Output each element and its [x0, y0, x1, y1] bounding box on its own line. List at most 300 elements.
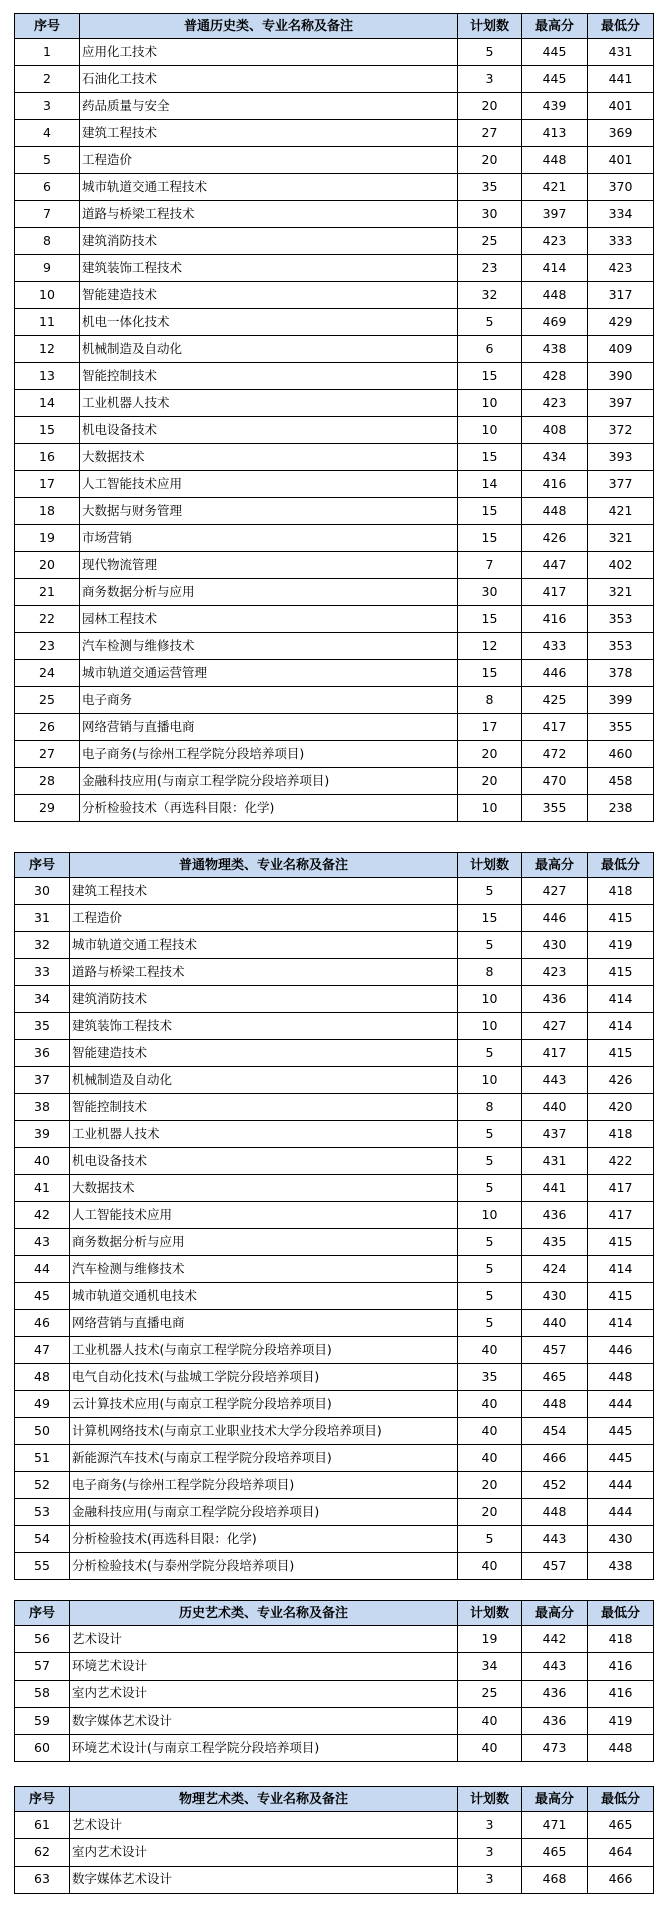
cell-plan: 40	[458, 1418, 522, 1445]
header-max: 最高分	[522, 853, 588, 878]
table-row	[15, 93, 654, 120]
cell-min: 430	[588, 1526, 654, 1553]
cell-major: 金融科技应用(与南京工程学院分段培养项目)	[80, 768, 458, 795]
cell-major: 机械制造及自动化	[70, 1067, 458, 1094]
cell-major: 环境艺术设计(与南京工程学院分段培养项目)	[70, 1735, 458, 1762]
cell-min: 355	[588, 714, 654, 741]
cell-max: 436	[522, 1202, 588, 1229]
cell-major: 商务数据分析与应用	[80, 579, 458, 606]
header-major: 普通物理类、专业名称及备注	[70, 853, 458, 878]
cell-seq: 60	[15, 1735, 70, 1762]
cell-seq: 17	[15, 471, 80, 498]
cell-plan: 3	[458, 66, 522, 93]
cell-major: 应用化工技术	[80, 39, 458, 66]
cell-max: 437	[522, 1121, 588, 1148]
cell-seq: 5	[15, 147, 80, 174]
table-row	[15, 498, 654, 525]
header-min: 最低分	[588, 14, 654, 39]
cell-max: 446	[522, 905, 588, 932]
table-row	[15, 687, 654, 714]
cell-seq: 16	[15, 444, 80, 471]
cell-plan: 40	[458, 1553, 522, 1580]
cell-min: 415	[588, 905, 654, 932]
table-row	[15, 959, 654, 986]
table-row	[15, 1418, 654, 1445]
table-row	[15, 228, 654, 255]
table-row	[15, 1310, 654, 1337]
cell-max: 408	[522, 417, 588, 444]
cell-plan: 3	[458, 1839, 522, 1866]
cell-plan: 10	[458, 1067, 522, 1094]
cell-plan: 20	[458, 93, 522, 120]
cell-min: 415	[588, 1040, 654, 1067]
cell-plan: 40	[458, 1391, 522, 1418]
cell-seq: 22	[15, 606, 80, 633]
cell-major: 城市轨道交通运营管理	[80, 660, 458, 687]
cell-major: 道路与桥梁工程技术	[80, 201, 458, 228]
table-row	[15, 986, 654, 1013]
cell-min: 460	[588, 741, 654, 768]
cell-min: 415	[588, 1283, 654, 1310]
cell-seq: 2	[15, 66, 80, 93]
table-row	[15, 1391, 654, 1418]
cell-min: 402	[588, 552, 654, 579]
cell-plan: 5	[458, 309, 522, 336]
cell-major: 汽车检测与维修技术	[70, 1256, 458, 1283]
cell-plan: 6	[458, 336, 522, 363]
cell-major: 数字媒体艺术设计	[70, 1707, 458, 1734]
cell-major: 机电设备技术	[70, 1148, 458, 1175]
cell-plan: 8	[458, 959, 522, 986]
cell-max: 472	[522, 741, 588, 768]
header-plan: 计划数	[458, 853, 522, 878]
cell-min: 438	[588, 1553, 654, 1580]
cell-seq: 54	[15, 1526, 70, 1553]
cell-min: 421	[588, 498, 654, 525]
header-major: 普通历史类、专业名称及备注	[80, 14, 458, 39]
cell-seq: 49	[15, 1391, 70, 1418]
cell-seq: 61	[15, 1812, 70, 1839]
cell-major: 艺术设计	[70, 1812, 458, 1839]
table-row	[15, 1472, 654, 1499]
cell-seq: 58	[15, 1680, 70, 1707]
cell-seq: 35	[15, 1013, 70, 1040]
cell-plan: 20	[458, 147, 522, 174]
cell-max: 448	[522, 1499, 588, 1526]
table-row	[15, 878, 654, 905]
cell-min: 418	[588, 1121, 654, 1148]
cell-max: 457	[522, 1553, 588, 1580]
cell-major: 药品质量与安全	[80, 93, 458, 120]
cell-plan: 15	[458, 444, 522, 471]
cell-seq: 27	[15, 741, 80, 768]
cell-seq: 38	[15, 1094, 70, 1121]
cell-min: 369	[588, 120, 654, 147]
table-row	[15, 795, 654, 822]
cell-seq: 28	[15, 768, 80, 795]
cell-seq: 34	[15, 986, 70, 1013]
cell-max: 430	[522, 932, 588, 959]
cell-max: 424	[522, 1256, 588, 1283]
cell-major: 大数据技术	[80, 444, 458, 471]
table-row	[15, 932, 654, 959]
table-row	[15, 579, 654, 606]
cell-min: 353	[588, 633, 654, 660]
cell-min: 426	[588, 1067, 654, 1094]
cell-seq: 51	[15, 1445, 70, 1472]
cell-max: 438	[522, 336, 588, 363]
cell-min: 393	[588, 444, 654, 471]
physics-art-table	[14, 1786, 654, 1894]
header-plan: 计划数	[458, 1787, 522, 1812]
cell-major: 石油化工技术	[80, 66, 458, 93]
cell-max: 457	[522, 1337, 588, 1364]
cell-min: 465	[588, 1812, 654, 1839]
cell-seq: 26	[15, 714, 80, 741]
cell-major: 机械制造及自动化	[80, 336, 458, 363]
table-row	[15, 390, 654, 417]
cell-major: 现代物流管理	[80, 552, 458, 579]
cell-major: 分析检验技术(与泰州学院分段培养项目)	[70, 1553, 458, 1580]
cell-max: 428	[522, 363, 588, 390]
cell-major: 云计算技术应用(与南京工程学院分段培养项目)	[70, 1391, 458, 1418]
cell-plan: 5	[458, 39, 522, 66]
cell-min: 445	[588, 1445, 654, 1472]
cell-plan: 3	[458, 1866, 522, 1893]
cell-major: 网络营销与直播电商	[70, 1310, 458, 1337]
cell-plan: 8	[458, 1094, 522, 1121]
cell-seq: 45	[15, 1283, 70, 1310]
table-row	[15, 1839, 654, 1866]
cell-major: 计算机网络技术(与南京工业职业技术大学分段培养项目)	[70, 1418, 458, 1445]
cell-max: 413	[522, 120, 588, 147]
cell-min: 466	[588, 1866, 654, 1893]
cell-min: 444	[588, 1391, 654, 1418]
cell-min: 446	[588, 1337, 654, 1364]
cell-plan: 15	[458, 525, 522, 552]
cell-seq: 42	[15, 1202, 70, 1229]
cell-seq: 25	[15, 687, 80, 714]
table-row	[15, 282, 654, 309]
physics-table	[14, 852, 654, 1580]
cell-min: 414	[588, 1256, 654, 1283]
table-row	[15, 444, 654, 471]
cell-plan: 10	[458, 1202, 522, 1229]
cell-plan: 15	[458, 498, 522, 525]
cell-plan: 17	[458, 714, 522, 741]
cell-min: 419	[588, 1707, 654, 1734]
cell-min: 441	[588, 66, 654, 93]
cell-max: 433	[522, 633, 588, 660]
cell-plan: 32	[458, 282, 522, 309]
cell-max: 466	[522, 1445, 588, 1472]
cell-max: 427	[522, 1013, 588, 1040]
cell-plan: 5	[458, 1526, 522, 1553]
cell-min: 377	[588, 471, 654, 498]
table-row	[15, 660, 654, 687]
table-row	[15, 39, 654, 66]
cell-major: 人工智能技术应用	[70, 1202, 458, 1229]
history-art-table	[14, 1600, 654, 1762]
cell-plan: 25	[458, 1680, 522, 1707]
cell-seq: 14	[15, 390, 80, 417]
header-seq: 序号	[15, 1787, 70, 1812]
cell-plan: 15	[458, 606, 522, 633]
cell-max: 443	[522, 1526, 588, 1553]
table-row	[15, 525, 654, 552]
cell-seq: 37	[15, 1067, 70, 1094]
cell-min: 399	[588, 687, 654, 714]
table-row	[15, 1499, 654, 1526]
cell-max: 427	[522, 878, 588, 905]
cell-major: 建筑工程技术	[80, 120, 458, 147]
cell-max: 470	[522, 768, 588, 795]
table-row	[15, 201, 654, 228]
cell-max: 471	[522, 1812, 588, 1839]
table-row	[15, 1202, 654, 1229]
cell-major: 智能建造技术	[70, 1040, 458, 1067]
cell-min: 409	[588, 336, 654, 363]
cell-major: 工程造价	[80, 147, 458, 174]
cell-min: 353	[588, 606, 654, 633]
table-row	[15, 768, 654, 795]
cell-seq: 52	[15, 1472, 70, 1499]
cell-max: 473	[522, 1735, 588, 1762]
table-row	[15, 174, 654, 201]
cell-plan: 35	[458, 1364, 522, 1391]
cell-max: 436	[522, 1680, 588, 1707]
cell-major: 艺术设计	[70, 1626, 458, 1653]
cell-max: 448	[522, 1391, 588, 1418]
table-row	[15, 471, 654, 498]
cell-max: 448	[522, 282, 588, 309]
cell-plan: 5	[458, 878, 522, 905]
cell-min: 431	[588, 39, 654, 66]
cell-major: 大数据与财务管理	[80, 498, 458, 525]
cell-major: 商务数据分析与应用	[70, 1229, 458, 1256]
cell-seq: 47	[15, 1337, 70, 1364]
cell-min: 414	[588, 1310, 654, 1337]
cell-plan: 3	[458, 1812, 522, 1839]
header-max: 最高分	[522, 14, 588, 39]
cell-seq: 30	[15, 878, 70, 905]
table-row	[15, 1553, 654, 1580]
cell-min: 418	[588, 1626, 654, 1653]
table-row	[15, 1812, 654, 1839]
table-row	[15, 1735, 654, 1762]
cell-min: 390	[588, 363, 654, 390]
cell-seq: 7	[15, 201, 80, 228]
cell-min: 401	[588, 147, 654, 174]
cell-major: 建筑消防技术	[80, 228, 458, 255]
cell-max: 440	[522, 1094, 588, 1121]
cell-seq: 41	[15, 1175, 70, 1202]
cell-major: 园林工程技术	[80, 606, 458, 633]
cell-seq: 48	[15, 1364, 70, 1391]
cell-plan: 7	[458, 552, 522, 579]
header-major: 物理艺术类、专业名称及备注	[70, 1787, 458, 1812]
cell-max: 434	[522, 444, 588, 471]
cell-min: 416	[588, 1653, 654, 1680]
cell-plan: 14	[458, 471, 522, 498]
table-row	[15, 1653, 654, 1680]
cell-major: 人工智能技术应用	[80, 471, 458, 498]
cell-min: 401	[588, 93, 654, 120]
cell-seq: 39	[15, 1121, 70, 1148]
cell-min: 448	[588, 1364, 654, 1391]
table-row	[15, 66, 654, 93]
cell-seq: 8	[15, 228, 80, 255]
table-row	[15, 606, 654, 633]
cell-seq: 40	[15, 1148, 70, 1175]
cell-plan: 15	[458, 363, 522, 390]
cell-seq: 56	[15, 1626, 70, 1653]
cell-min: 464	[588, 1839, 654, 1866]
table-row	[15, 633, 654, 660]
cell-seq: 10	[15, 282, 80, 309]
cell-max: 445	[522, 39, 588, 66]
cell-plan: 10	[458, 417, 522, 444]
cell-major: 金融科技应用(与南京工程学院分段培养项目)	[70, 1499, 458, 1526]
cell-min: 321	[588, 579, 654, 606]
cell-plan: 15	[458, 660, 522, 687]
cell-seq: 63	[15, 1866, 70, 1893]
cell-major: 建筑装饰工程技术	[70, 1013, 458, 1040]
cell-max: 443	[522, 1653, 588, 1680]
cell-max: 414	[522, 255, 588, 282]
cell-plan: 10	[458, 795, 522, 822]
table-row	[15, 147, 654, 174]
table-row	[15, 741, 654, 768]
cell-major: 城市轨道交通工程技术	[70, 932, 458, 959]
header-plan: 计划数	[458, 14, 522, 39]
cell-min: 417	[588, 1202, 654, 1229]
cell-plan: 5	[458, 1310, 522, 1337]
cell-seq: 20	[15, 552, 80, 579]
cell-seq: 33	[15, 959, 70, 986]
cell-max: 421	[522, 174, 588, 201]
cell-major: 城市轨道交通工程技术	[80, 174, 458, 201]
cell-plan: 20	[458, 1499, 522, 1526]
table-row	[15, 1707, 654, 1734]
cell-min: 317	[588, 282, 654, 309]
cell-major: 数字媒体艺术设计	[70, 1866, 458, 1893]
cell-seq: 32	[15, 932, 70, 959]
cell-seq: 43	[15, 1229, 70, 1256]
cell-seq: 29	[15, 795, 80, 822]
table-row	[15, 1283, 654, 1310]
cell-max: 440	[522, 1310, 588, 1337]
table-row	[15, 1148, 654, 1175]
header-min: 最低分	[588, 1787, 654, 1812]
cell-seq: 59	[15, 1707, 70, 1734]
cell-plan: 5	[458, 1229, 522, 1256]
cell-major: 建筑装饰工程技术	[80, 255, 458, 282]
cell-min: 418	[588, 878, 654, 905]
cell-major: 工业机器人技术	[80, 390, 458, 417]
cell-seq: 24	[15, 660, 80, 687]
cell-min: 423	[588, 255, 654, 282]
cell-plan: 10	[458, 986, 522, 1013]
cell-plan: 25	[458, 228, 522, 255]
table-row	[15, 1040, 654, 1067]
cell-plan: 5	[458, 932, 522, 959]
cell-seq: 31	[15, 905, 70, 932]
cell-max: 417	[522, 579, 588, 606]
cell-plan: 40	[458, 1735, 522, 1762]
cell-max: 439	[522, 93, 588, 120]
cell-major: 网络营销与直播电商	[80, 714, 458, 741]
table-row	[15, 1364, 654, 1391]
table-row	[15, 255, 654, 282]
cell-seq: 13	[15, 363, 80, 390]
cell-plan: 5	[458, 1283, 522, 1310]
cell-plan: 35	[458, 174, 522, 201]
cell-seq: 21	[15, 579, 80, 606]
cell-min: 414	[588, 1013, 654, 1040]
cell-min: 334	[588, 201, 654, 228]
header-min: 最低分	[588, 1601, 654, 1626]
cell-major: 工业机器人技术(与南京工程学院分段培养项目)	[70, 1337, 458, 1364]
cell-seq: 19	[15, 525, 80, 552]
cell-max: 417	[522, 1040, 588, 1067]
table-row	[15, 1680, 654, 1707]
cell-min: 378	[588, 660, 654, 687]
table-row	[15, 1013, 654, 1040]
cell-plan: 27	[458, 120, 522, 147]
cell-plan: 30	[458, 579, 522, 606]
cell-max: 452	[522, 1472, 588, 1499]
cell-seq: 50	[15, 1418, 70, 1445]
cell-major: 电子商务	[80, 687, 458, 714]
table-row	[15, 309, 654, 336]
cell-major: 建筑消防技术	[70, 986, 458, 1013]
table-row	[15, 552, 654, 579]
cell-max: 355	[522, 795, 588, 822]
cell-plan: 34	[458, 1653, 522, 1680]
cell-max: 430	[522, 1283, 588, 1310]
cell-min: 370	[588, 174, 654, 201]
cell-max: 417	[522, 714, 588, 741]
table-row	[15, 120, 654, 147]
table-row	[15, 417, 654, 444]
cell-max: 431	[522, 1148, 588, 1175]
cell-plan: 5	[458, 1256, 522, 1283]
cell-major: 城市轨道交通机电技术	[70, 1283, 458, 1310]
cell-max: 468	[522, 1866, 588, 1893]
cell-max: 447	[522, 552, 588, 579]
cell-major: 市场营销	[80, 525, 458, 552]
cell-max: 436	[522, 1707, 588, 1734]
cell-major: 电子商务(与徐州工程学院分段培养项目)	[80, 741, 458, 768]
header-max: 最高分	[522, 1601, 588, 1626]
cell-seq: 62	[15, 1839, 70, 1866]
cell-min: 419	[588, 932, 654, 959]
cell-plan: 40	[458, 1707, 522, 1734]
cell-major: 道路与桥梁工程技术	[70, 959, 458, 986]
cell-min: 397	[588, 390, 654, 417]
cell-major: 汽车检测与维修技术	[80, 633, 458, 660]
table-row	[15, 905, 654, 932]
cell-major: 电子商务(与徐州工程学院分段培养项目)	[70, 1472, 458, 1499]
cell-seq: 3	[15, 93, 80, 120]
cell-min: 415	[588, 959, 654, 986]
cell-min: 458	[588, 768, 654, 795]
table-row	[15, 1337, 654, 1364]
table-row	[15, 1094, 654, 1121]
cell-seq: 15	[15, 417, 80, 444]
cell-max: 443	[522, 1067, 588, 1094]
